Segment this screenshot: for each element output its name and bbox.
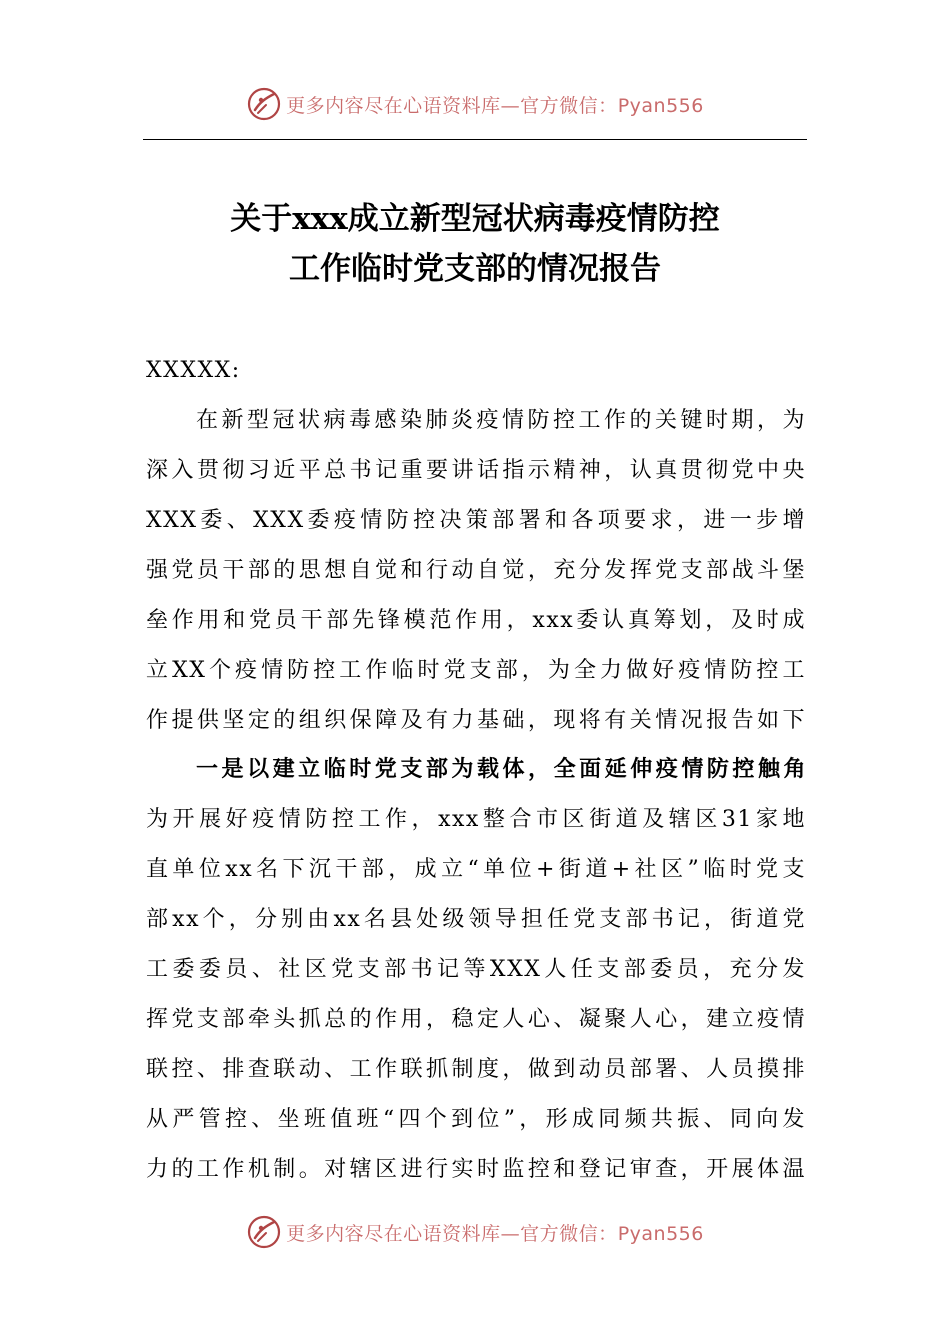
body-line: 垒作用和党员干部先锋模范作用，xxx委认真筹划，及时成 xyxy=(146,608,806,633)
salutation: XXXXX: xyxy=(146,358,241,383)
body-line: 深入贯彻习近平总书记重要讲话指示精神，认真贯彻党中央 xyxy=(146,458,806,483)
footer-separator: — xyxy=(500,1222,521,1245)
body-line: 从严管控、坐班值班“四个到位”，形成同频共振、同向发 xyxy=(146,1107,806,1132)
pen-logo-icon xyxy=(246,86,282,122)
footer-watermark-text: 更多内容尽在心语资料库 xyxy=(286,1222,501,1245)
pen-logo-icon xyxy=(246,1214,282,1250)
header-watermark xyxy=(0,82,950,126)
body-line: 直单位xx名下沉干部，成立“单位+街道+社区”临时党支 xyxy=(146,857,806,882)
body-line: 强党员干部的思想自觉和行动自觉，充分发挥党支部战斗堡 xyxy=(146,558,806,583)
body-line: 在新型冠状病毒感染肺炎疫情防控工作的关键时期，为 xyxy=(196,408,806,433)
document-title-line-1: 关于xxx成立新型冠状病毒疫情防控 xyxy=(230,201,720,237)
body-line: 作提供坚定的组织保障及有力基础，现将有关情况报告如下 xyxy=(146,708,806,733)
body-line: 工委委员、社区党支部书记等XXX人任支部委员，充分发 xyxy=(146,957,806,982)
header-divider xyxy=(143,139,807,140)
body-line: 部xx个，分别由xx名县处级领导担任党支部书记，街道党 xyxy=(146,907,806,932)
footer-wechat-id: Pyan556 xyxy=(617,1222,704,1245)
body-line: 为开展好疫情防控工作，xxx整合市区街道及辖区31家地 xyxy=(146,807,806,832)
body-line: 联控、排查联动、工作联抓制度，做到动员部署、人员摸排 xyxy=(146,1057,806,1082)
body-line: 立XX个疫情防控工作临时党支部，为全力做好疫情防控工 xyxy=(146,658,806,683)
section-heading: 一是以建立临时党支部为载体，全面延伸疫情防控触角 xyxy=(196,757,806,782)
header-separator: — xyxy=(500,94,521,117)
footer-watermark xyxy=(0,1210,950,1254)
body-line: 挥党支部牵头抓总的作用，稳定人心、凝聚人心，建立疫情 xyxy=(146,1007,806,1032)
footer-wechat-label: 官方微信： xyxy=(520,1222,618,1245)
body-line: XXX委、XXX委疫情防控决策部署和各项要求，进一步增 xyxy=(146,508,806,533)
document-title-line-2: 工作临时党支部的情况报告 xyxy=(289,251,661,287)
header-wechat-id: Pyan556 xyxy=(617,94,704,117)
header-watermark-text: 更多内容尽在心语资料库 xyxy=(286,94,501,117)
header-wechat-label: 官方微信： xyxy=(520,94,618,117)
body-line: 力的工作机制。对辖区进行实时监控和登记审查，开展体温 xyxy=(146,1157,806,1182)
